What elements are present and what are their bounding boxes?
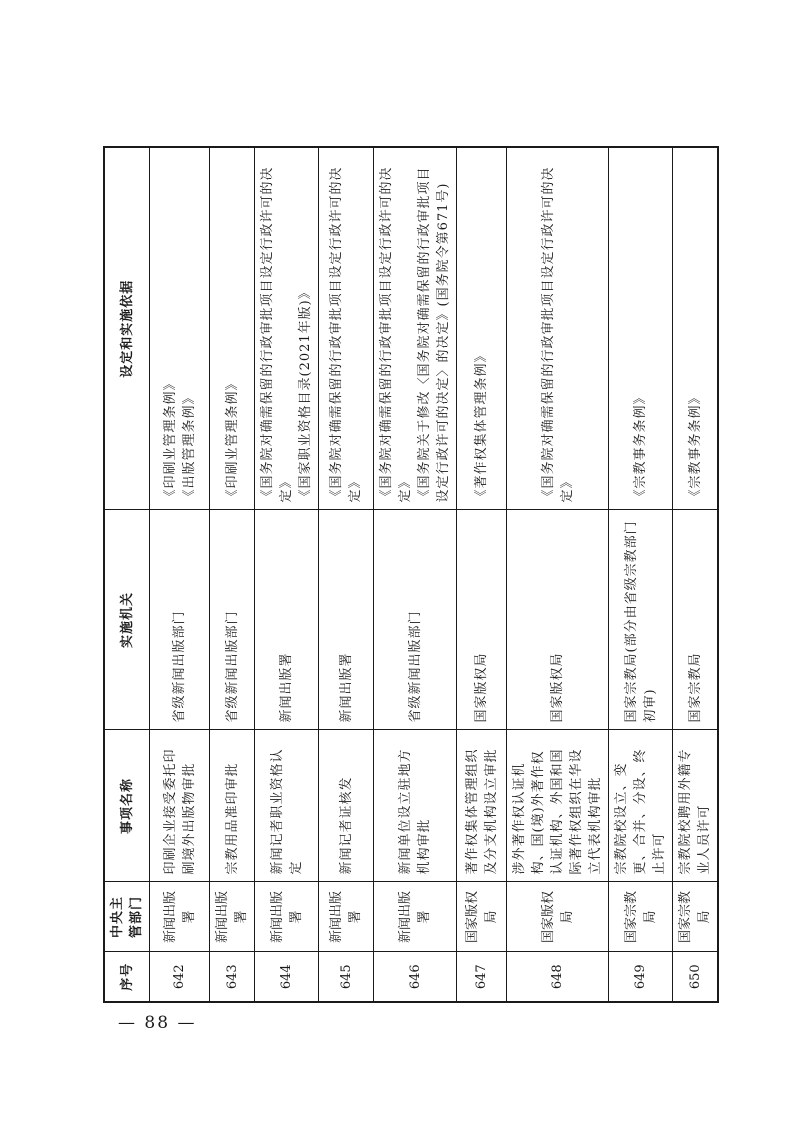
cell-dept: 新闻出版署 (374, 882, 457, 952)
cell-basis (457, 147, 507, 510)
cell-dept: 新闻出版署 (150, 882, 210, 952)
header-item: 事项名称 (104, 730, 150, 882)
cell-agency: 省级新闻出版部门 (150, 510, 210, 730)
basis-line: 《宗教事务条例》 (633, 390, 648, 503)
cell-agency: 国家版权局 (507, 510, 609, 730)
cell-item: 印刷企业接受委托印刷境外出版物审批 (150, 730, 210, 882)
table-row (507, 147, 609, 1002)
basis-line: 《国务院对确需保留的行政审批项目设定行政许可的决定》 (540, 166, 575, 503)
cell-agency: 新闻出版署 (319, 510, 374, 730)
basis-line: 《国务院关于修改〈国务院对确需保留的行政审批项目设定行政许可的决定〉的决定》(国务院令第671号) (417, 166, 451, 503)
cell-basis (319, 147, 374, 510)
basis-line: 《著作权集体管理条例》 (474, 348, 489, 503)
cell-agency: 新闻出版署 (255, 510, 319, 730)
cell-no: 647 (457, 952, 507, 1002)
cell-no: 649 (609, 952, 673, 1002)
table-row (210, 147, 255, 1002)
header-agency: 实施机关 (104, 510, 150, 730)
cell-no: 644 (255, 952, 319, 1002)
cell-item: 著作权集体管理组织及分支机构设立审批 (457, 730, 507, 882)
cell-item: 宗教院校聘用外籍专业人员许可 (673, 730, 719, 882)
table-row (609, 147, 673, 1002)
table-body (150, 147, 719, 1002)
basis-line: 《印刷业管理条例》 (162, 376, 178, 503)
cell-agency: 省级新闻出版部门 (210, 510, 255, 730)
cell-basis (374, 147, 457, 510)
table-row (319, 147, 374, 1002)
basis-line: 《国务院对确需保留的行政审批项目设定行政许可的决定》 (329, 166, 363, 503)
cell-no: 645 (319, 952, 374, 1002)
cell-item: 宗教院校设立、变更、合并、分设、终止许可 (609, 730, 673, 882)
cell-basis (507, 147, 609, 510)
cell-dept: 国家宗教局 (673, 882, 719, 952)
table-row (673, 147, 719, 1002)
cell-no: 646 (374, 952, 457, 1002)
cell-item: 新闻记者证核发 (319, 730, 374, 882)
cell-no: 643 (210, 952, 255, 1002)
header-no: 序号 (104, 952, 150, 1002)
page-number: — 88 — (118, 1013, 197, 1033)
basis-line: 《印刷业管理条例》 (224, 376, 240, 503)
cell-agency: 国家宗教局(部分由省级宗教部门初审) (609, 510, 673, 730)
cell-agency: 国家版权局 (457, 510, 507, 730)
basis-line: 《国家职业资格目录(2021年版)》 (298, 285, 313, 503)
table-row (457, 147, 507, 1002)
cell-dept: 国家版权局 (507, 882, 609, 952)
cell-basis (609, 147, 673, 510)
cell-no: 642 (150, 952, 210, 1002)
table-row (150, 147, 210, 1002)
cell-item: 新闻单位设立驻地方机构审批 (374, 730, 457, 882)
cell-no: 648 (507, 952, 609, 1002)
cell-basis (150, 147, 210, 510)
cell-basis (210, 147, 255, 510)
table-header-row (104, 147, 150, 1002)
table-row (255, 147, 319, 1002)
cell-dept: 国家版权局 (457, 882, 507, 952)
cell-agency: 国家宗教局 (673, 510, 719, 730)
cell-dept: 国家宗教局 (609, 882, 673, 952)
basis-line: 《国务院对确需保留的行政审批项目设定行政许可的决定》 (260, 166, 294, 503)
basis-line: 《国务院对确需保留的行政审批项目设定行政许可的决定》 (379, 166, 413, 503)
basis-line: 《出版管理条例》 (181, 390, 197, 503)
cell-dept: 新闻出版署 (210, 882, 255, 952)
cell-item: 新闻记者职业资格认定 (255, 730, 319, 882)
table-row (374, 147, 457, 1002)
cell-dept: 新闻出版署 (255, 882, 319, 952)
cell-item: 涉外著作权认证机构、国(境)外著作权认证机构、外国和国际著作权组织在华设立代表机构审批 (507, 730, 609, 882)
cell-dept: 新闻出版署 (319, 882, 374, 952)
header-basis: 设定和实施依据 (104, 147, 150, 510)
cell-basis (673, 147, 719, 510)
cell-basis (255, 147, 319, 510)
cell-agency: 省级新闻出版部门 (374, 510, 457, 730)
rotated-table-page (103, 148, 712, 1003)
approval-items-table (103, 146, 719, 1003)
cell-no: 650 (673, 952, 719, 1002)
basis-line: 《宗教事务条例》 (687, 390, 703, 503)
cell-item: 宗教用品准印审批 (210, 730, 255, 882)
header-dept: 中央主管部门 (104, 882, 150, 952)
